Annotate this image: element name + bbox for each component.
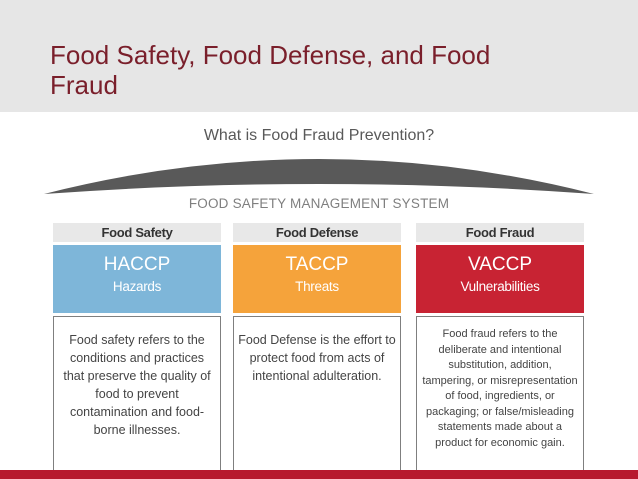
column-description-box bbox=[233, 316, 401, 472]
haccp-box bbox=[53, 245, 221, 313]
column-term: Threats bbox=[295, 279, 339, 294]
slide-header bbox=[0, 0, 638, 112]
column-abbreviation: TACCP bbox=[285, 254, 349, 275]
vaccp-box bbox=[416, 245, 584, 313]
column-description-box bbox=[53, 316, 221, 472]
footer-bar bbox=[0, 470, 638, 479]
system-label: FOOD SAFETY MANAGEMENT SYSTEM bbox=[188, 196, 450, 211]
slide-subtitle: What is Food Fraud Prevention? bbox=[203, 127, 435, 144]
taccp-box bbox=[233, 245, 401, 313]
column-term: Vulnerabilities bbox=[460, 279, 540, 294]
column-abbreviation: VACCP bbox=[467, 254, 533, 275]
column-description: Food fraud refers to the deliberate and intentional substitution, addition, tampering, or misrepresentation of food, ingredients, or packaging; or false/misleading statements made about a product for economic gain. bbox=[422, 328, 578, 449]
column-food-fraud bbox=[416, 223, 584, 472]
column-food-defense bbox=[233, 223, 401, 472]
column-description-box bbox=[416, 316, 584, 472]
column-description: Food safety refers to the conditions and practices that preserve the quality of food to prevent contamination and food-borne illnesses. bbox=[63, 333, 211, 437]
column-term: Hazards bbox=[112, 279, 162, 294]
column-header: Food Fraud bbox=[416, 223, 584, 242]
column-abbreviation: HACCP bbox=[103, 254, 171, 275]
slide-title: Food Safety, Food Defense, and Food Fraud bbox=[50, 40, 491, 100]
column-food-safety bbox=[53, 223, 221, 472]
column-header: Food Safety bbox=[53, 223, 221, 242]
column-header: Food Defense bbox=[233, 223, 401, 242]
column-description: Food Defense is the effort to protect food from acts of intentional adulteration. bbox=[238, 333, 396, 383]
